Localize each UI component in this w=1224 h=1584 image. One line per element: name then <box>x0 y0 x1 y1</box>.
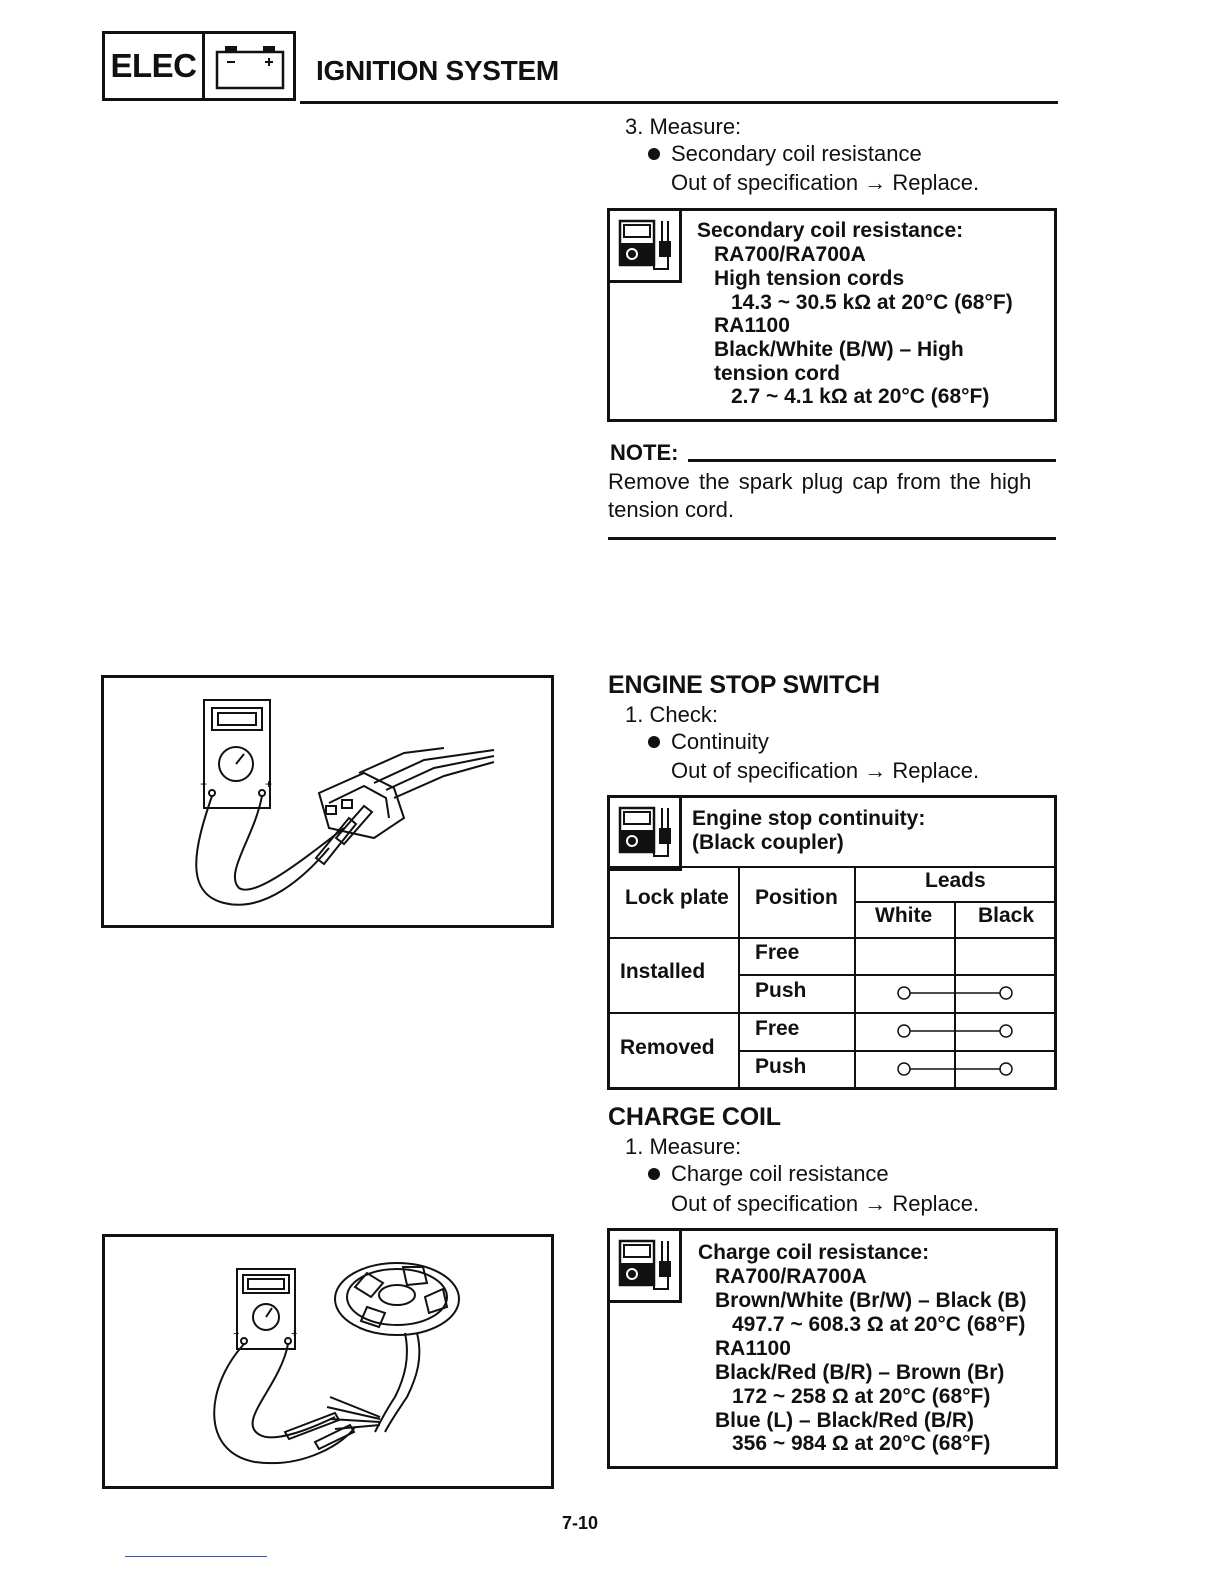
row-position: Free <box>755 941 800 964</box>
continuity-terminal <box>898 1063 910 1075</box>
col-header-black: Black <box>978 904 1035 927</box>
header-rule <box>300 101 1058 104</box>
spec-line: Black/Red (B/R) – Brown (Br) <box>715 1361 1005 1384</box>
figure-charge-coil-test <box>102 1234 554 1489</box>
continuity-table <box>607 866 1057 1089</box>
action-text: Out of specification → Replace. <box>671 758 980 783</box>
bullet-text: Charge coil resistance <box>671 1161 889 1186</box>
section-badge <box>102 31 296 101</box>
section-code: ELEC <box>105 34 205 98</box>
battery-icon <box>205 34 293 98</box>
footer-underline <box>125 1556 267 1557</box>
spec-line: High tension cords <box>714 267 905 290</box>
continuity-terminal <box>1000 987 1012 999</box>
page-number: 7-10 <box>562 1513 599 1533</box>
svg-text:−: − <box>200 777 208 791</box>
row-group-removed: Removed <box>620 1036 715 1059</box>
spec-line: 14.3 ~ 30.5 kΩ at 20°C (68°F) <box>731 291 1013 314</box>
multimeter-icon <box>610 211 682 283</box>
col-header-leads: Leads <box>925 869 986 892</box>
row-group-installed: Installed <box>620 960 706 983</box>
row-position: Push <box>755 979 807 1002</box>
col-header-position: Position <box>755 886 838 909</box>
spec-subtitle: (Black coupler) <box>692 831 844 854</box>
spec-title: Engine stop continuity: <box>692 807 926 830</box>
continuity-terminal <box>898 987 910 999</box>
spec-line: RA1100 <box>715 1337 791 1360</box>
spec-line: RA700/RA700A <box>715 1265 867 1288</box>
row-position: Push <box>755 1055 807 1078</box>
multimeter-icon <box>610 1231 682 1303</box>
spec-title: Charge coil resistance: <box>698 1241 930 1264</box>
step-text: 3. Measure: <box>625 114 742 139</box>
note-label: NOTE: <box>610 440 679 465</box>
multimeter-icon <box>610 798 682 871</box>
action-text: Out of specification → Replace. <box>671 1191 980 1216</box>
figure-continuity-test <box>101 675 554 928</box>
spec-line: 356 ~ 984 Ω at 20°C (68°F) <box>732 1432 991 1455</box>
spec-line: tension cord <box>714 362 841 385</box>
continuity-markers <box>607 866 1057 1089</box>
col-header-lock-plate: Lock plate <box>625 886 729 909</box>
svg-text:−: − <box>233 1328 240 1340</box>
bullet-dot <box>648 148 660 160</box>
spec-box-secondary <box>607 208 1057 422</box>
note-rule <box>688 459 1056 462</box>
bullet-text: Continuity <box>671 729 769 754</box>
spec-box-charge-coil <box>607 1228 1058 1469</box>
spec-line: Brown/White (Br/W) – Black (B) <box>715 1289 1027 1312</box>
spec-box-engine-stop <box>607 795 1057 868</box>
multimeter-coupler-illustration <box>104 678 551 925</box>
bullet-dot <box>648 1168 660 1180</box>
step-text: 1. Measure: <box>625 1134 742 1159</box>
spec-line: 497.7 ~ 608.3 Ω at 20°C (68°F) <box>732 1313 1026 1336</box>
spec-line: RA700/RA700A <box>714 243 866 266</box>
spec-line: 172 ~ 258 Ω at 20°C (68°F) <box>732 1385 991 1408</box>
continuity-terminal <box>1000 1063 1012 1075</box>
bullet-text: Secondary coil resistance <box>671 141 922 166</box>
section-heading: CHARGE COIL <box>608 1103 781 1131</box>
spec-line: Blue (L) – Black/Red (B/R) <box>715 1409 975 1432</box>
spec-title: Secondary coil resistance: <box>697 219 964 242</box>
action-text: Out of specification → Replace. <box>671 170 980 195</box>
continuity-terminal <box>898 1025 910 1037</box>
note-text: tension cord. <box>608 497 734 522</box>
spec-line: Black/White (B/W) – High <box>714 338 964 361</box>
note-end-rule <box>608 537 1056 540</box>
note-text: Remove the spark plug cap from the high <box>608 469 1032 494</box>
continuity-terminal <box>1000 1025 1012 1037</box>
row-position: Free <box>755 1017 800 1040</box>
multimeter-stator-illustration <box>105 1237 551 1486</box>
col-header-white: White <box>875 904 933 927</box>
bullet-dot <box>648 736 660 748</box>
svg-text:+: + <box>265 777 273 791</box>
section-heading: ENGINE STOP SWITCH <box>608 671 880 699</box>
page-title: IGNITION SYSTEM <box>316 55 559 86</box>
svg-text:+: + <box>291 1328 298 1340</box>
step-text: 1. Check: <box>625 702 718 727</box>
spec-line: RA1100 <box>714 314 790 337</box>
spec-line: 2.7 ~ 4.1 kΩ at 20°C (68°F) <box>731 385 990 408</box>
